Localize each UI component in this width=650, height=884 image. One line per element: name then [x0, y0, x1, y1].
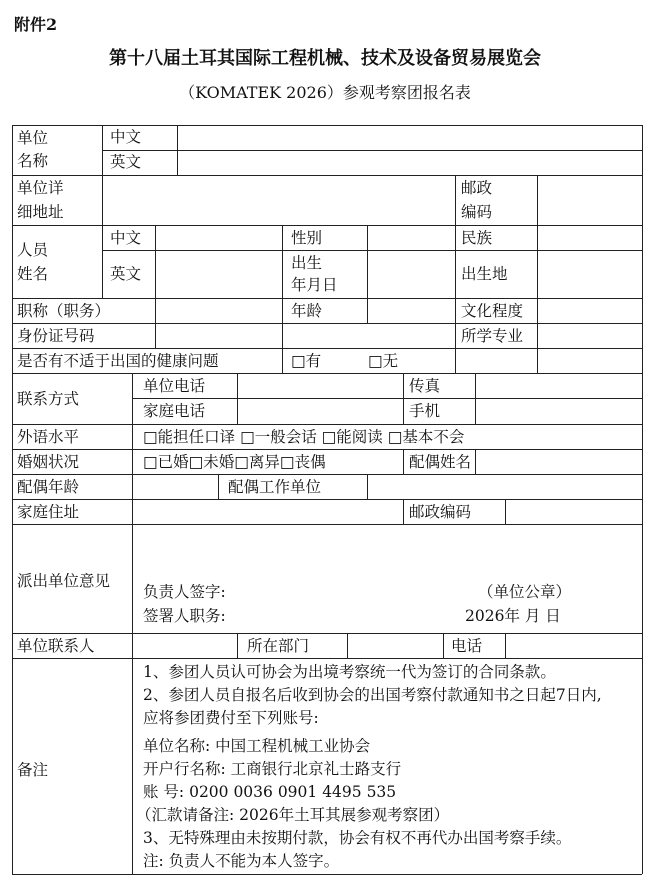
person-name-english-field[interactable]	[156, 251, 281, 297]
person-name-english-label: 英文	[110, 265, 142, 283]
language-options[interactable]: □能担任口译 □一般会话 □能阅读 □基本不会	[143, 428, 465, 446]
home-postcode-label: 邮政编码	[409, 503, 472, 521]
remark-line: 1、参团人员认可协会为出境考察统一代为签订的合同条款。	[143, 663, 556, 681]
person-name-chinese-field[interactable]	[156, 226, 281, 249]
signature-label: 负责人签字:	[143, 583, 226, 601]
remark-line: 3、无特殊理由未按期付款，协会有权不再代办出国考察手续。	[143, 829, 572, 847]
unit-contact-label: 单位联系人	[17, 637, 95, 655]
address-postcode-label-1: 邮政	[461, 179, 493, 197]
health-yes-checkbox[interactable]: □有	[291, 352, 322, 370]
ethnicity-field[interactable]	[538, 226, 641, 249]
person-name-chinese-label: 中文	[110, 229, 142, 247]
fax-field[interactable]	[476, 374, 641, 397]
fax-label: 传真	[409, 377, 441, 395]
home-address-field[interactable]	[133, 500, 402, 523]
id-number-label: 身份证号码	[17, 327, 95, 345]
health-no-checkbox[interactable]: □无	[368, 352, 399, 370]
major-field[interactable]	[538, 324, 641, 347]
unit-name-chinese-label: 中文	[110, 128, 142, 146]
home-phone-label: 家庭电话	[143, 402, 206, 420]
ethnicity-label: 民族	[461, 229, 493, 247]
age-label: 年龄	[291, 302, 323, 320]
spouse-age-field[interactable]	[133, 475, 217, 498]
birthplace-field[interactable]	[538, 251, 641, 297]
marital-label: 婚姻状况	[17, 453, 80, 471]
unit-contact-field[interactable]	[133, 634, 236, 657]
contact-label: 联系方式	[17, 390, 80, 408]
phone-field[interactable]	[506, 634, 641, 657]
remark-line: 账 号: 0200 0036 0901 4495 535	[143, 783, 397, 801]
birthdate-field[interactable]	[368, 251, 454, 297]
remark-line: 2、参团人员自报名后收到协会的出国考察付款通知书之日起7日内,	[143, 686, 602, 704]
marital-options[interactable]: □已婚□未婚□离异□丧偶	[143, 453, 326, 471]
spouse-work-label: 配偶工作单位	[228, 478, 322, 496]
unit-name-label-2: 名称	[17, 152, 49, 170]
address-postcode-field[interactable]	[538, 176, 641, 224]
home-postcode-field[interactable]	[506, 500, 641, 523]
birthdate-label-1: 出生	[291, 254, 323, 272]
remarks-label: 备注	[17, 761, 49, 779]
person-name-label-1: 人员	[17, 241, 49, 259]
major-label: 所学专业	[461, 327, 524, 345]
id-number-field[interactable]	[156, 324, 454, 347]
spouse-name-label: 配偶姓名	[409, 453, 472, 471]
mobile-field[interactable]	[476, 399, 641, 423]
spouse-age-label: 配偶年龄	[17, 478, 80, 496]
remark-line: 单位名称: 中国工程机械工业协会	[143, 737, 371, 755]
date-label: 2026年 月 日	[465, 607, 561, 625]
unit-name-english-field[interactable]	[178, 151, 641, 174]
address-postcode-label-2: 编码	[461, 203, 493, 221]
work-phone-field[interactable]	[238, 374, 402, 397]
seal-label: （单位公章）	[478, 583, 572, 601]
dispatch-opinion-label: 派出单位意见	[17, 572, 111, 590]
home-phone-field[interactable]	[238, 399, 402, 423]
remark-line: （汇款请备注: 2026年土耳其展参观考察团）	[136, 806, 450, 824]
address-label-1: 单位详	[17, 179, 64, 197]
address-field[interactable]	[103, 176, 454, 224]
spouse-work-field[interactable]	[368, 475, 641, 498]
department-field[interactable]	[348, 634, 442, 657]
unit-name-english-label: 英文	[110, 153, 142, 171]
phone-label: 电话	[451, 637, 483, 655]
mobile-label: 手机	[409, 402, 441, 420]
remark-line: 开户行名称: 工商银行北京礼士路支行	[143, 760, 402, 778]
home-address-label: 家庭住址	[17, 503, 80, 521]
department-label: 所在部门	[247, 637, 310, 655]
spouse-name-field[interactable]	[476, 450, 641, 473]
unit-name-label-1: 单位	[17, 129, 49, 147]
health-question-label: 是否有不适于出国的健康问题	[17, 352, 219, 370]
gender-field[interactable]	[368, 226, 454, 249]
education-field[interactable]	[538, 299, 641, 322]
form-title: 第十八届土耳其国际工程机械、技术及设备贸易展览会	[109, 48, 541, 69]
title-position-field[interactable]	[156, 299, 281, 322]
unit-name-chinese-field[interactable]	[178, 126, 641, 149]
title-position-label: 职称（职务）	[17, 302, 111, 320]
language-label: 外语水平	[17, 428, 80, 446]
work-phone-label: 单位电话	[143, 377, 206, 395]
remark-line: 应将参团费付至下列账号:	[143, 709, 319, 727]
annex-label: 附件2	[14, 15, 58, 34]
education-label: 文化程度	[461, 302, 524, 320]
person-name-label-2: 姓名	[17, 265, 49, 283]
birthdate-label-2: 年月日	[291, 276, 338, 294]
form-subtitle: （KOMATEK 2026）参观考察团报名表	[179, 83, 471, 102]
address-label-2: 细地址	[17, 203, 64, 221]
birthplace-label: 出生地	[461, 265, 508, 283]
age-field[interactable]	[368, 299, 454, 322]
gender-label: 性别	[291, 229, 323, 247]
remark-line: 注: 负责人不能为本人签字。	[143, 852, 340, 870]
signer-position-label: 签署人职务:	[143, 607, 226, 625]
